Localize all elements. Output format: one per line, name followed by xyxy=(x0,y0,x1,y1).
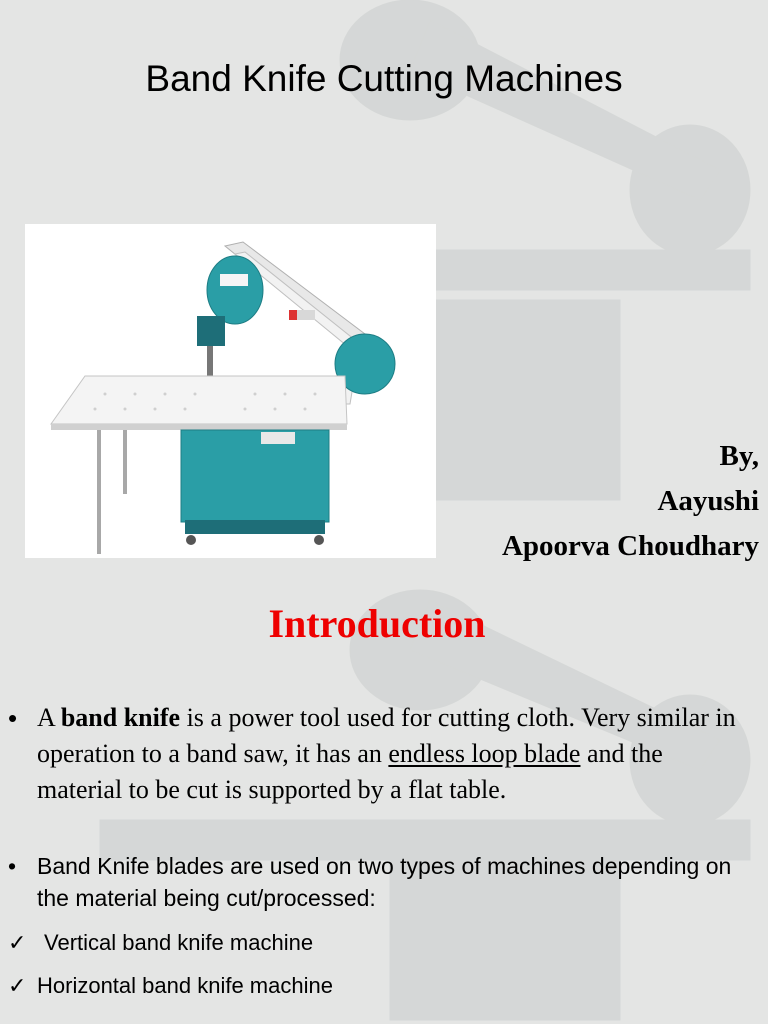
bullet1-text-a: A xyxy=(37,703,61,732)
author-name-2: Apoorva Choudhary xyxy=(501,530,759,562)
check-icon: ✓ xyxy=(8,973,27,998)
bullet1-text-c: and the material to be cut is supported by a flat table. xyxy=(37,739,663,804)
author-name-1: Aayushi xyxy=(657,485,759,517)
bullet-machine-types: Band Knife blades are used on two types of machines depending on the material being cut/processed: xyxy=(37,853,732,911)
bullet-marker: • xyxy=(8,703,18,733)
section-heading: Introduction xyxy=(268,601,486,646)
bullet1-link[interactable]: endless loop blade xyxy=(388,739,581,768)
bullet-marker: • xyxy=(8,853,17,879)
bullet-band-knife-definition xyxy=(37,700,742,808)
check-item-vertical: Vertical band knife machine xyxy=(44,930,314,955)
check-icon: ✓ xyxy=(8,930,27,955)
slide-title: Band Knife Cutting Machines xyxy=(145,58,623,99)
by-label: By, xyxy=(719,440,759,472)
check-item-horizontal: Horizontal band knife machine xyxy=(37,973,333,998)
bullet1-text-b: is a power tool used for cutting cloth. Very similar in operation to a band saw, it has an xyxy=(37,703,736,768)
bullet1-term: band knife xyxy=(60,703,181,732)
